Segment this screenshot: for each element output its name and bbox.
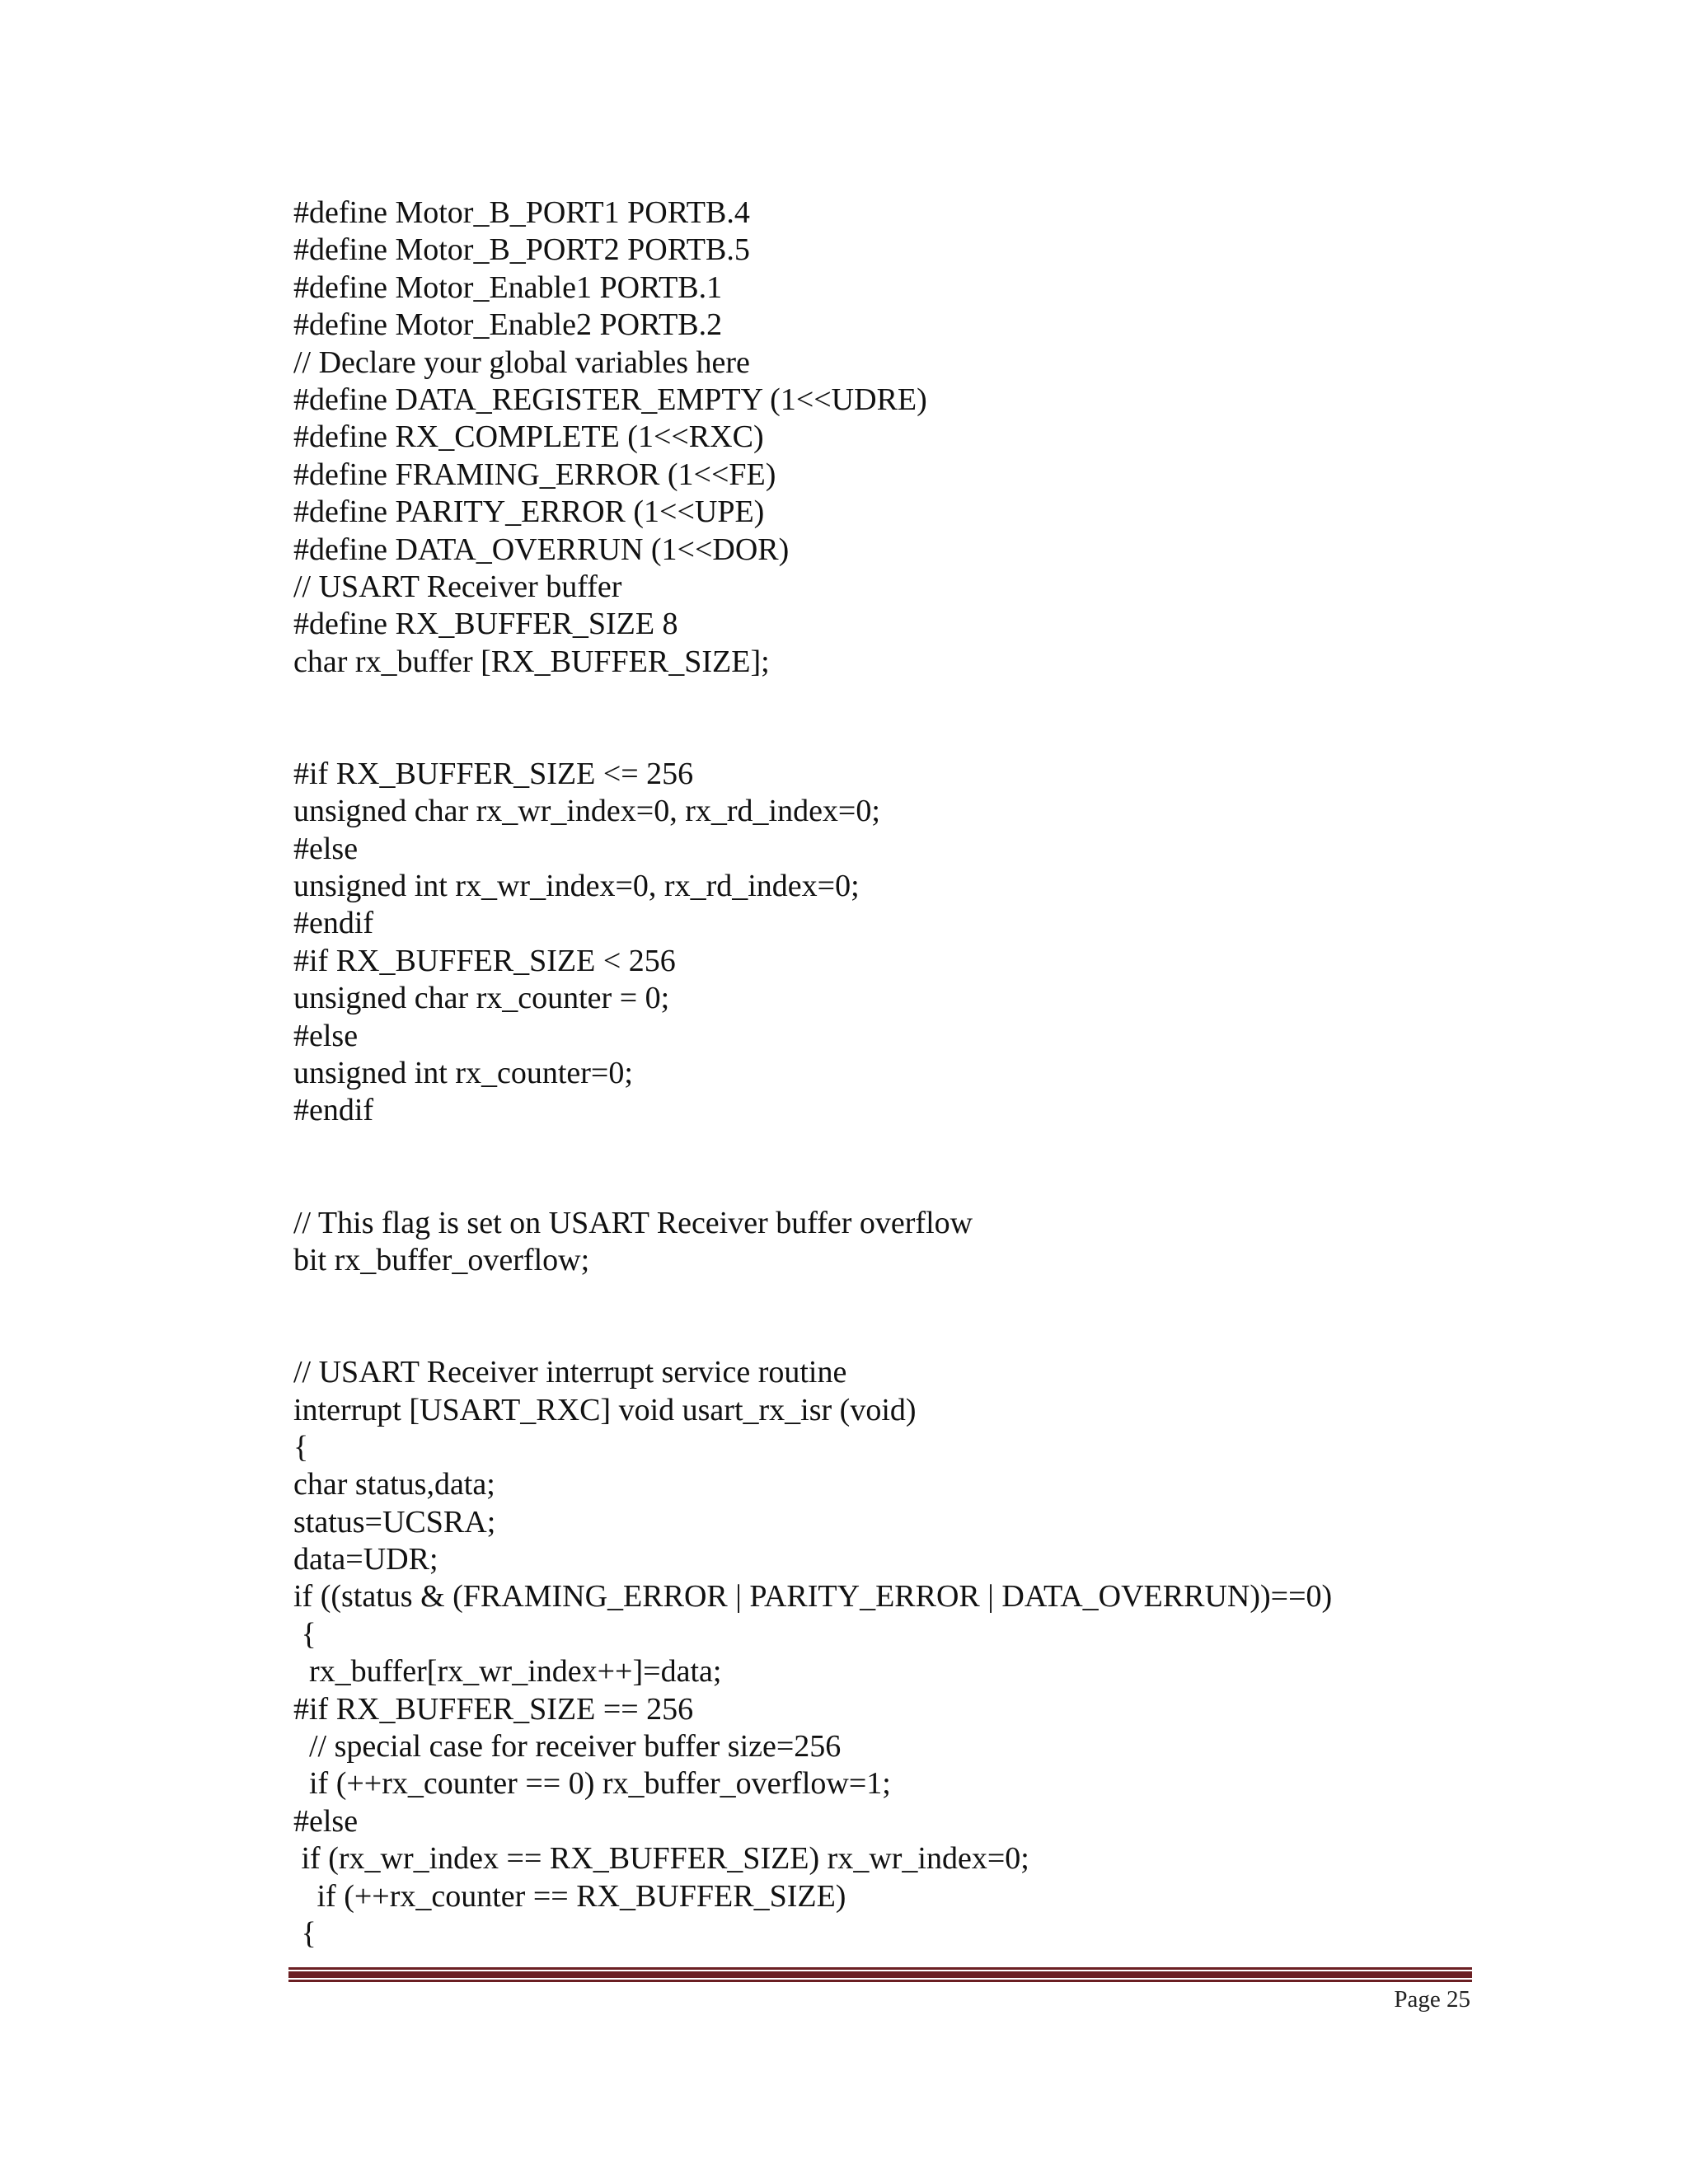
code-line: char status,data; [293, 1467, 495, 1502]
code-line: // USART Receiver interrupt service routine [293, 1355, 847, 1390]
footer-rule-middle [288, 1971, 1472, 1978]
blank-line [293, 718, 1530, 755]
blank-line [293, 1317, 1530, 1354]
code-line: #define Motor_B_PORT1 PORTB.4 [293, 195, 750, 230]
code-line: data=UDR; [293, 1542, 438, 1577]
code-line: #endif [293, 906, 374, 941]
blank-line [293, 1130, 1530, 1167]
blank-line [293, 1279, 1530, 1316]
code-line: #define Motor_Enable2 PORTB.2 [293, 307, 723, 343]
code-line: { [293, 1616, 316, 1652]
page-number: Page 25 [1394, 1986, 1470, 2013]
code-line: interrupt [USART_RXC] void usart_rx_isr (void) [293, 1392, 917, 1427]
code-line: // This flag is set on USART Receiver buffer overflow [293, 1205, 973, 1240]
code-line: unsigned char rx_counter = 0; [293, 981, 670, 1016]
code-line: #else [293, 831, 359, 866]
code-line: { [293, 1429, 309, 1465]
code-line: #define DATA_OVERRUN (1<<DOR) [293, 532, 790, 567]
code-line: unsigned char rx_wr_index=0, rx_rd_index=0; [293, 794, 880, 829]
code-line: #if RX_BUFFER_SIZE == 256 [293, 1691, 694, 1727]
code-line: // USART Receiver buffer [293, 569, 622, 604]
code-line: #define RX_COMPLETE (1<<RXC) [293, 419, 764, 455]
code-line: if (++rx_counter == 0) rx_buffer_overflow=1; [293, 1766, 891, 1802]
code-line: #endif [293, 1093, 374, 1128]
code-line: // special case for receiver buffer size=256 [293, 1729, 842, 1765]
code-line: status=UCSRA; [293, 1504, 496, 1540]
code-line: #define RX_BUFFER_SIZE 8 [293, 607, 678, 642]
code-line: #define Motor_B_PORT2 PORTB.5 [293, 232, 750, 268]
code-line: #define PARITY_ERROR (1<<UPE) [293, 494, 765, 530]
code-line: #define FRAMING_ERROR (1<<FE) [293, 457, 776, 492]
code-line: // Declare your global variables here [293, 344, 750, 380]
footer-rule-top [288, 1967, 1472, 1970]
code-line: rx_buffer[rx_wr_index++]=data; [293, 1654, 722, 1690]
code-line: if (rx_wr_index == RX_BUFFER_SIZE) rx_wr_index=0; [293, 1841, 1029, 1877]
footer-rule-bottom [288, 1980, 1472, 1982]
code-line: if (++rx_counter == RX_BUFFER_SIZE) [293, 1878, 846, 1914]
code-line: #else [293, 1018, 359, 1053]
code-line: #else [293, 1803, 359, 1839]
code-line: #if RX_BUFFER_SIZE <= 256 [293, 756, 694, 791]
blank-line [293, 681, 1530, 718]
code-line: { [293, 1915, 316, 1951]
code-line: unsigned int rx_wr_index=0, rx_rd_index=0; [293, 869, 860, 904]
blank-line [293, 1167, 1530, 1204]
code-line: if ((status & (FRAMING_ERROR | PARITY_ERROR | DATA_OVERRUN))==0) [293, 1579, 1333, 1615]
code-line: unsigned int rx_counter=0; [293, 1055, 633, 1090]
code-line: char rx_buffer [RX_BUFFER_SIZE]; [293, 644, 770, 679]
code-line: bit rx_buffer_overflow; [293, 1242, 590, 1277]
code-line: #define Motor_Enable1 PORTB.1 [293, 269, 723, 305]
code-line: #if RX_BUFFER_SIZE < 256 [293, 943, 676, 978]
code-line: #define DATA_REGISTER_EMPTY (1<<UDRE) [293, 382, 927, 417]
code-listing [293, 194, 1530, 1952]
